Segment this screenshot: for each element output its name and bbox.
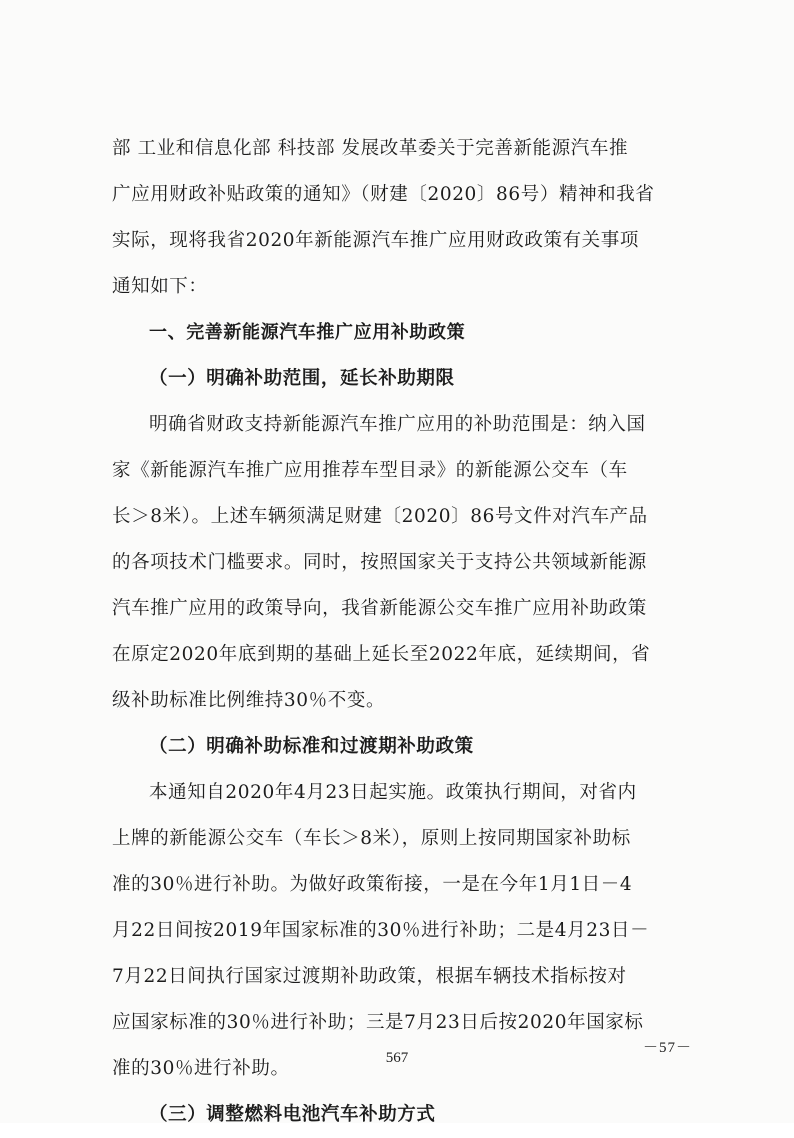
subsection-heading: （二）明确补助标准和过渡期补助政策 (149, 736, 474, 757)
paragraph-line: 上牌的新能源公交车（车长＞8米），原则上按同期国家补助标 (112, 828, 631, 849)
paragraph-line: 月22日间按2019年国家标准的30％进行补助；二是4月23日－ (112, 920, 650, 941)
archive-number: 567 (385, 1050, 409, 1066)
paragraph-first-line: 本通知自2020年4月23日起实施。政策执行期间，对省内 (149, 782, 637, 803)
paragraph-line: 在原定2020年底到期的基础上延长至2022年底，延续期间，省 (112, 644, 651, 665)
subsection-heading: （三）调整燃料电池汽车补助方式 (149, 1104, 436, 1125)
paragraph-first-line: 明确省财政支持新能源汽车推广应用的补助范围是：纳入国 (149, 414, 646, 435)
paragraph-line: 部 工业和信息化部 科技部 发展改革委关于完善新能源汽车推 (112, 138, 629, 159)
paragraph-line: 实际，现将我省2020年新能源汽车推广应用财政政策有关事项 (112, 230, 639, 251)
document-body (112, 126, 690, 1138)
paragraph-line: 长＞8米）。上述车辆须满足财建〔2020〕86号文件对汽车产品 (112, 506, 648, 527)
paragraph-line: 应国家标准的30％进行补助；三是7月23日后按2020年国家标 (112, 1012, 644, 1033)
paragraph-line: 准的30％进行补助。 (112, 1058, 290, 1079)
subsection-heading: （一）明确补助范围，延长补助期限 (149, 368, 455, 389)
paragraph-line: 准的30％进行补助。为做好政策衔接，一是在今年1月1日－4 (112, 874, 633, 895)
paragraph-line: 通知如下： (112, 276, 208, 297)
paragraph-line: 级补助标准比例维持30％不变。 (112, 690, 386, 711)
paragraph-line: 汽车推广应用的政策导向，我省新能源公交车推广应用补助政策 (112, 598, 647, 619)
section-heading: 一、完善新能源汽车推广应用补助政策 (149, 322, 466, 343)
paragraph-line: 家《新能源汽车推广应用推荐车型目录》的新能源公交车（车 (112, 460, 628, 481)
paragraph-line: 的各项技术门槛要求。同时，按照国家关于支持公共领域新能源 (112, 552, 647, 573)
paragraph-line: 7月22日间执行国家过渡期补助政策，根据车辆技术指标按对 (112, 966, 627, 987)
paragraph-line: 广应用财政补贴政策的通知》（财建〔2020〕86号）精神和我省 (112, 184, 655, 205)
page-number: －57－ (642, 1040, 692, 1056)
